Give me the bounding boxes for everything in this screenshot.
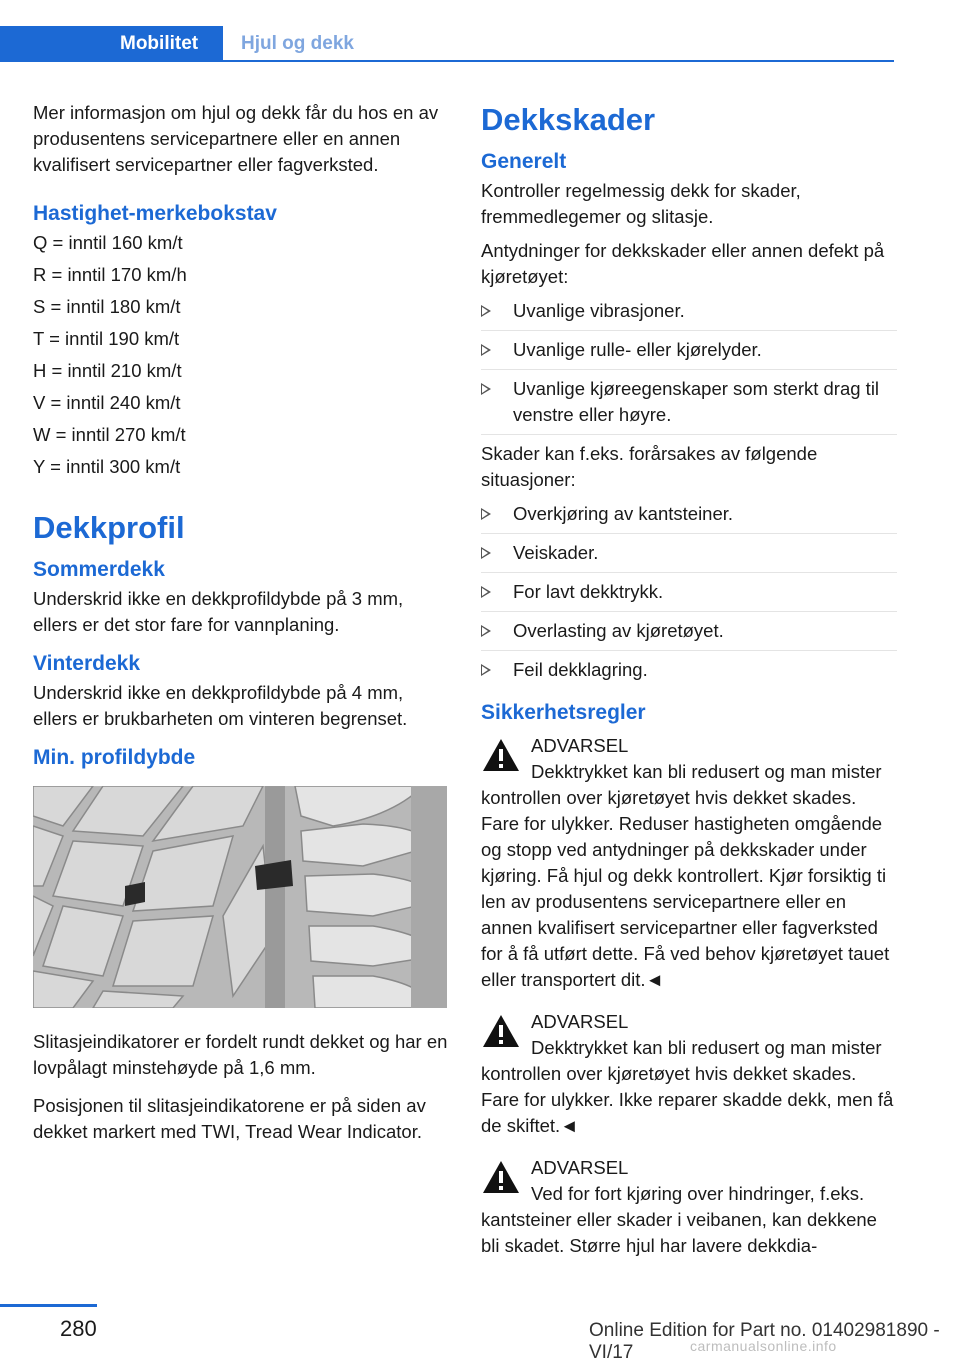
- bullet-triangle-icon: [481, 547, 491, 559]
- winter-text: Underskrid ikke en dekkprofildybde på 4 mm, ellers er brukbarheten om vinteren begrenset.: [33, 682, 408, 729]
- bullet-triangle-icon: [481, 305, 491, 317]
- speed-line: H = inntil 210 km/t: [33, 360, 182, 381]
- speed-line: T = inntil 190 km/t: [33, 328, 180, 349]
- tab-mobilitet[interactable]: Mobilitet: [0, 26, 223, 62]
- list-item: Veiskader.: [481, 540, 897, 573]
- bullet-triangle-icon: [481, 586, 491, 598]
- warning-triangle-icon: [481, 1159, 521, 1195]
- bullet-triangle-icon: [481, 344, 491, 356]
- speed-line: V = inntil 240 km/t: [33, 392, 181, 413]
- causes-text: Skader kan f.eks. forårsakes av følgende situasjoner:: [481, 443, 818, 490]
- bullet-triangle-icon: [481, 383, 491, 395]
- speed-line: Q = inntil 160 km/t: [33, 232, 183, 253]
- winter-heading: Vinterdekk: [33, 652, 140, 675]
- list-item: Uvanlige vibrasjoner.: [481, 298, 897, 331]
- profile-heading: Dekkprofil: [33, 510, 185, 545]
- footer-divider: [0, 1304, 97, 1307]
- tire-tread-illustration: [33, 786, 447, 1008]
- warning-text: Ved for fort kjøring over hindringer, f.eks. kantsteiner eller skader i veibanen, kan dekkene bli skadet. Større hjul har lavere dekkdia-: [481, 1183, 877, 1256]
- speed-line: S = inntil 180 km/t: [33, 296, 181, 317]
- warning-text: Dekktrykket kan bli redusert og man mister kontrollen over kjøretøyet hvis dekket skades. Fare for ulykker. Ikke reparer skadde dekk, men få de skiftet.◄: [481, 1037, 894, 1136]
- wear-indicator-text: Slitasjeindikatorer er fordelt rundt dekket og har en lovpålagt minstehøyde på 1,6 mm.: [33, 1031, 448, 1078]
- left-column: [33, 100, 449, 1153]
- twi-text: Posisjonen til slitasjeindikatorene er på siden av dekket markert med TWI, Tread Wear Indicator.: [33, 1095, 426, 1142]
- list-item: For lavt dekktrykk.: [481, 579, 897, 612]
- safety-heading: Sikkerhetsregler: [481, 701, 646, 724]
- warning-title: ADVARSEL: [531, 1011, 629, 1032]
- footer-logo: carmanualsonline.info: [690, 1338, 837, 1354]
- list-item: Uvanlige kjøreegenskaper som sterkt drag til venstre eller høyre.: [481, 376, 897, 435]
- speed-line: Y = inntil 300 km/t: [33, 456, 181, 477]
- tab-hjul-og-dekk[interactable]: Hjul og dekk: [241, 33, 354, 54]
- speed-line: R = inntil 170 km/h: [33, 264, 187, 285]
- tire-damage-heading: Dekkskader: [481, 102, 656, 137]
- bullet-triangle-icon: [481, 664, 491, 676]
- list-item: Feil dekklagring.: [481, 657, 897, 689]
- list-item: Uvanlige rulle- eller kjørelyder.: [481, 337, 897, 370]
- warning-text: Dekktrykket kan bli redusert og man mister kontrollen over kjøretøyet hvis dekket skades. Fare for ulykker. Reduser hastigheten omgående og stopp ved antydninger på dekkskader under kjøring. Få hjul og dekk kontrollert. Kjør forsiktig ti len av produsentens servicepartnere eller en annen kvalifisert servicepartner eller fagverksted for å få utført dette. Få ved behov kjøretøyet tauet eller transportert dit.◄: [481, 761, 890, 990]
- warning-triangle-icon: [481, 1013, 521, 1049]
- warning-block: [481, 733, 897, 993]
- signs-list: [481, 298, 897, 435]
- intro-paragraph: Mer informasjon om hjul og dekk får du hos en av produsentens servicepartnere eller en annen kvalifisert servicepartner eller fagverksted.: [33, 102, 439, 175]
- summer-text: Underskrid ikke en dekkprofildybde på 3 mm, ellers er det stor fare for vannplaning.: [33, 588, 404, 635]
- right-column: [481, 100, 897, 1275]
- list-item: Overkjøring av kantsteiner.: [481, 501, 897, 534]
- edition-text: Online Edition for Part no. 01402981890 - VI/17: [589, 1320, 940, 1362]
- speed-heading: Hastighet-merkebokstav: [33, 202, 277, 225]
- warning-block: [481, 1009, 897, 1139]
- bullet-triangle-icon: [481, 508, 491, 520]
- min-depth-heading: Min. profildybde: [33, 746, 196, 769]
- general-text: Kontroller regelmessig dekk for skader, fremmedlegemer og slitasje.: [481, 180, 801, 227]
- warning-title: ADVARSEL: [531, 735, 629, 756]
- header-tabs: [0, 26, 894, 62]
- causes-list: [481, 501, 897, 689]
- list-item: Overlasting av kjøretøyet.: [481, 618, 897, 651]
- page-number: 280: [60, 1316, 97, 1341]
- bullet-triangle-icon: [481, 625, 491, 637]
- signs-text: Antydninger for dekkskader eller annen defekt på kjøretøyet:: [481, 240, 885, 287]
- speed-list: [33, 230, 449, 480]
- warning-block: [481, 1155, 897, 1259]
- speed-line: W = inntil 270 km/t: [33, 424, 186, 445]
- warning-title: ADVARSEL: [531, 1157, 629, 1178]
- warning-triangle-icon: [481, 737, 521, 773]
- summer-heading: Sommerdekk: [33, 558, 165, 581]
- general-heading: Generelt: [481, 150, 567, 173]
